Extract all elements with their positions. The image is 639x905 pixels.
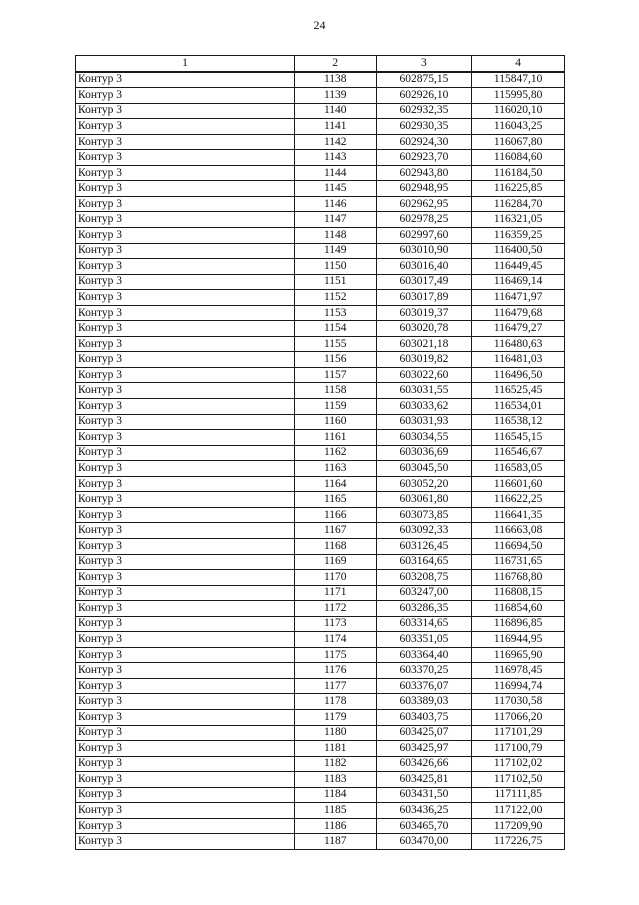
contour-name-cell: Контур 3	[76, 523, 295, 539]
x-coordinate-cell: 603017,49	[376, 274, 472, 290]
y-coordinate-cell: 116694,50	[472, 538, 565, 554]
contour-name-cell: Контур 3	[76, 585, 295, 601]
y-coordinate-cell: 116731,65	[472, 554, 565, 570]
y-coordinate-cell: 116622,25	[472, 492, 565, 508]
page-number: 24	[313, 18, 326, 32]
y-coordinate-cell: 116449,45	[472, 259, 565, 275]
contour-name-cell: Контур 3	[76, 445, 295, 461]
y-coordinate-cell: 116538,12	[472, 414, 565, 430]
table-row	[76, 570, 565, 586]
contour-name-cell: Контур 3	[76, 476, 295, 492]
table-row	[76, 678, 565, 694]
contour-name-cell: Контур 3	[76, 787, 295, 803]
x-coordinate-cell: 603465,70	[376, 818, 472, 834]
x-coordinate-cell: 603351,05	[376, 632, 472, 648]
table-row	[76, 507, 565, 523]
table-row	[76, 430, 565, 446]
contour-name-cell: Контур 3	[76, 336, 295, 352]
x-coordinate-cell: 603426,66	[376, 756, 472, 772]
x-coordinate-cell: 603376,07	[376, 678, 472, 694]
y-coordinate-cell: 116496,50	[472, 367, 565, 383]
y-coordinate-cell: 116641,35	[472, 507, 565, 523]
x-coordinate-cell: 603092,33	[376, 523, 472, 539]
table-row	[76, 72, 565, 88]
y-coordinate-cell: 116479,27	[472, 321, 565, 337]
x-coordinate-cell: 602875,15	[376, 72, 472, 88]
contour-name-cell: Контур 3	[76, 165, 295, 181]
table-row	[76, 492, 565, 508]
table-row	[76, 414, 565, 430]
contour-name-cell: Контур 3	[76, 570, 295, 586]
x-coordinate-cell: 603314,65	[376, 616, 472, 632]
contour-name-cell: Контур 3	[76, 290, 295, 306]
y-coordinate-cell: 117209,90	[472, 818, 565, 834]
contour-name-cell: Контур 3	[76, 243, 295, 259]
table-row	[76, 383, 565, 399]
x-coordinate-cell: 603164,65	[376, 554, 472, 570]
y-coordinate-cell: 116321,05	[472, 212, 565, 228]
x-coordinate-cell: 603033,62	[376, 399, 472, 415]
y-coordinate-cell: 116043,25	[472, 119, 565, 135]
y-coordinate-cell: 116480,63	[472, 336, 565, 352]
point-number-cell: 1172	[295, 601, 377, 617]
y-coordinate-cell: 116400,50	[472, 243, 565, 259]
y-coordinate-cell: 115847,10	[472, 72, 565, 88]
contour-name-cell: Контур 3	[76, 709, 295, 725]
point-number-cell: 1144	[295, 165, 377, 181]
contour-name-cell: Контур 3	[76, 88, 295, 104]
x-coordinate-cell: 603052,20	[376, 476, 472, 492]
y-coordinate-cell: 116534,01	[472, 399, 565, 415]
table-header-row	[76, 56, 565, 72]
table-row	[76, 772, 565, 788]
y-coordinate-cell: 115995,80	[472, 88, 565, 104]
table-row	[76, 554, 565, 570]
table-row	[76, 461, 565, 477]
x-coordinate-cell: 603019,82	[376, 352, 472, 368]
x-coordinate-cell: 603436,25	[376, 803, 472, 819]
point-number-cell: 1151	[295, 274, 377, 290]
x-coordinate-cell: 603045,50	[376, 461, 472, 477]
y-coordinate-cell: 116084,60	[472, 150, 565, 166]
table-row	[76, 694, 565, 710]
point-number-cell: 1145	[295, 181, 377, 197]
x-coordinate-cell: 603020,78	[376, 321, 472, 337]
table-row	[76, 399, 565, 415]
y-coordinate-cell: 116020,10	[472, 103, 565, 119]
y-coordinate-cell: 117111,85	[472, 787, 565, 803]
x-coordinate-cell: 603036,69	[376, 445, 472, 461]
contour-name-cell: Контур 3	[76, 321, 295, 337]
table-row	[76, 787, 565, 803]
point-number-cell: 1148	[295, 228, 377, 244]
x-coordinate-cell: 602962,95	[376, 196, 472, 212]
contour-name-cell: Контур 3	[76, 228, 295, 244]
contour-name-cell: Контур 3	[76, 196, 295, 212]
x-coordinate-cell: 603126,45	[376, 538, 472, 554]
y-coordinate-cell: 117122,00	[472, 803, 565, 819]
contour-name-cell: Контур 3	[76, 756, 295, 772]
x-coordinate-cell: 603031,93	[376, 414, 472, 430]
table-row	[76, 119, 565, 135]
x-coordinate-cell: 603425,07	[376, 725, 472, 741]
point-number-cell: 1159	[295, 399, 377, 415]
table-row	[76, 243, 565, 259]
y-coordinate-cell: 116854,60	[472, 601, 565, 617]
contour-name-cell: Контур 3	[76, 818, 295, 834]
column-header-1: 1	[76, 56, 295, 72]
table-row	[76, 834, 565, 850]
table-row	[76, 756, 565, 772]
point-number-cell: 1163	[295, 461, 377, 477]
point-number-cell: 1186	[295, 818, 377, 834]
x-coordinate-cell: 603034,55	[376, 430, 472, 446]
contour-name-cell: Контур 3	[76, 803, 295, 819]
point-number-cell: 1141	[295, 119, 377, 135]
contour-name-cell: Контур 3	[76, 538, 295, 554]
y-coordinate-cell: 116479,68	[472, 305, 565, 321]
contour-name-cell: Контур 3	[76, 492, 295, 508]
contour-name-cell: Контур 3	[76, 725, 295, 741]
x-coordinate-cell: 603016,40	[376, 259, 472, 275]
contour-name-cell: Контур 3	[76, 632, 295, 648]
table-row	[76, 663, 565, 679]
x-coordinate-cell: 603031,55	[376, 383, 472, 399]
x-coordinate-cell: 603208,75	[376, 570, 472, 586]
table-row	[76, 181, 565, 197]
contour-name-cell: Контур 3	[76, 399, 295, 415]
table-row	[76, 165, 565, 181]
table-row	[76, 523, 565, 539]
contour-name-cell: Контур 3	[76, 741, 295, 757]
x-coordinate-cell: 602930,35	[376, 119, 472, 135]
x-coordinate-cell: 602924,30	[376, 134, 472, 150]
contour-name-cell: Контур 3	[76, 119, 295, 135]
table-row	[76, 445, 565, 461]
y-coordinate-cell: 116359,25	[472, 228, 565, 244]
y-coordinate-cell: 117100,79	[472, 741, 565, 757]
contour-name-cell: Контур 3	[76, 430, 295, 446]
x-coordinate-cell: 603021,18	[376, 336, 472, 352]
contour-name-cell: Контур 3	[76, 383, 295, 399]
y-coordinate-cell: 116944,95	[472, 632, 565, 648]
point-number-cell: 1167	[295, 523, 377, 539]
y-coordinate-cell: 116768,80	[472, 570, 565, 586]
y-coordinate-cell: 116663,08	[472, 523, 565, 539]
table-row	[76, 647, 565, 663]
y-coordinate-cell: 116994,74	[472, 678, 565, 694]
point-number-cell: 1185	[295, 803, 377, 819]
point-number-cell: 1180	[295, 725, 377, 741]
y-coordinate-cell: 116225,85	[472, 181, 565, 197]
y-coordinate-cell: 116469,14	[472, 274, 565, 290]
table-row	[76, 538, 565, 554]
y-coordinate-cell: 116965,90	[472, 647, 565, 663]
x-coordinate-cell: 603470,00	[376, 834, 472, 850]
table-row	[76, 616, 565, 632]
x-coordinate-cell: 603247,00	[376, 585, 472, 601]
table-row	[76, 150, 565, 166]
point-number-cell: 1179	[295, 709, 377, 725]
contour-name-cell: Контур 3	[76, 103, 295, 119]
point-number-cell: 1175	[295, 647, 377, 663]
point-number-cell: 1146	[295, 196, 377, 212]
contour-name-cell: Контур 3	[76, 772, 295, 788]
x-coordinate-cell: 603431,50	[376, 787, 472, 803]
contour-name-cell: Контур 3	[76, 352, 295, 368]
point-number-cell: 1155	[295, 336, 377, 352]
point-number-cell: 1177	[295, 678, 377, 694]
x-coordinate-cell: 602926,10	[376, 88, 472, 104]
table-row	[76, 274, 565, 290]
point-number-cell: 1182	[295, 756, 377, 772]
y-coordinate-cell: 116896,85	[472, 616, 565, 632]
x-coordinate-cell: 603389,03	[376, 694, 472, 710]
x-coordinate-cell: 602943,80	[376, 165, 472, 181]
contour-name-cell: Контур 3	[76, 72, 295, 88]
x-coordinate-cell: 603286,35	[376, 601, 472, 617]
table-row	[76, 741, 565, 757]
point-number-cell: 1183	[295, 772, 377, 788]
y-coordinate-cell: 117102,02	[472, 756, 565, 772]
point-number-cell: 1147	[295, 212, 377, 228]
point-number-cell: 1184	[295, 787, 377, 803]
x-coordinate-cell: 603364,40	[376, 647, 472, 663]
table-row	[76, 725, 565, 741]
column-header-2: 2	[295, 56, 377, 72]
point-number-cell: 1150	[295, 259, 377, 275]
table-row	[76, 709, 565, 725]
point-number-cell: 1149	[295, 243, 377, 259]
table-row	[76, 803, 565, 819]
point-number-cell: 1138	[295, 72, 377, 88]
table-row	[76, 259, 565, 275]
table-body	[76, 72, 565, 850]
x-coordinate-cell: 603017,89	[376, 290, 472, 306]
x-coordinate-cell: 603425,97	[376, 741, 472, 757]
point-number-cell: 1152	[295, 290, 377, 306]
table-row	[76, 212, 565, 228]
point-number-cell: 1174	[295, 632, 377, 648]
point-number-cell: 1140	[295, 103, 377, 119]
y-coordinate-cell: 116067,80	[472, 134, 565, 150]
x-coordinate-cell: 603022,60	[376, 367, 472, 383]
table-row	[76, 476, 565, 492]
y-coordinate-cell: 116978,45	[472, 663, 565, 679]
table-row	[76, 336, 565, 352]
contour-name-cell: Контур 3	[76, 134, 295, 150]
x-coordinate-cell: 602978,25	[376, 212, 472, 228]
x-coordinate-cell: 603010,90	[376, 243, 472, 259]
point-number-cell: 1157	[295, 367, 377, 383]
table-row	[76, 134, 565, 150]
point-number-cell: 1164	[295, 476, 377, 492]
point-number-cell: 1153	[295, 305, 377, 321]
contour-name-cell: Контур 3	[76, 554, 295, 570]
contour-name-cell: Контур 3	[76, 367, 295, 383]
point-number-cell: 1139	[295, 88, 377, 104]
y-coordinate-cell: 116481,03	[472, 352, 565, 368]
y-coordinate-cell: 117226,75	[472, 834, 565, 850]
y-coordinate-cell: 116583,05	[472, 461, 565, 477]
x-coordinate-cell: 602997,60	[376, 228, 472, 244]
table-row	[76, 196, 565, 212]
point-number-cell: 1171	[295, 585, 377, 601]
point-number-cell: 1161	[295, 430, 377, 446]
x-coordinate-cell: 603019,37	[376, 305, 472, 321]
y-coordinate-cell: 116601,60	[472, 476, 565, 492]
point-number-cell: 1170	[295, 570, 377, 586]
table-row	[76, 305, 565, 321]
x-coordinate-cell: 602932,35	[376, 103, 472, 119]
point-number-cell: 1169	[295, 554, 377, 570]
y-coordinate-cell: 116545,15	[472, 430, 565, 446]
y-coordinate-cell: 116284,70	[472, 196, 565, 212]
contour-name-cell: Контур 3	[76, 259, 295, 275]
x-coordinate-cell: 603073,85	[376, 507, 472, 523]
column-header-4: 4	[472, 56, 565, 72]
table-row	[76, 321, 565, 337]
point-number-cell: 1166	[295, 507, 377, 523]
point-number-cell: 1168	[295, 538, 377, 554]
point-number-cell: 1160	[295, 414, 377, 430]
point-number-cell: 1173	[295, 616, 377, 632]
table-row	[76, 103, 565, 119]
table-row	[76, 632, 565, 648]
contour-name-cell: Контур 3	[76, 461, 295, 477]
point-number-cell: 1142	[295, 134, 377, 150]
y-coordinate-cell: 117101,29	[472, 725, 565, 741]
y-coordinate-cell: 117030,58	[472, 694, 565, 710]
contour-name-cell: Контур 3	[76, 694, 295, 710]
contour-name-cell: Контур 3	[76, 181, 295, 197]
table-row	[76, 228, 565, 244]
point-number-cell: 1154	[295, 321, 377, 337]
point-number-cell: 1178	[295, 694, 377, 710]
table-row	[76, 601, 565, 617]
contour-name-cell: Контур 3	[76, 616, 295, 632]
y-coordinate-cell: 116471,97	[472, 290, 565, 306]
point-number-cell: 1156	[295, 352, 377, 368]
x-coordinate-cell: 603403,75	[376, 709, 472, 725]
contour-name-cell: Контур 3	[76, 507, 295, 523]
point-number-cell: 1158	[295, 383, 377, 399]
x-coordinate-cell: 602948,95	[376, 181, 472, 197]
contour-name-cell: Контур 3	[76, 834, 295, 850]
contour-name-cell: Контур 3	[76, 305, 295, 321]
contour-name-cell: Контур 3	[76, 212, 295, 228]
contour-name-cell: Контур 3	[76, 647, 295, 663]
table-row	[76, 367, 565, 383]
contour-name-cell: Контур 3	[76, 414, 295, 430]
contour-name-cell: Контур 3	[76, 150, 295, 166]
contour-name-cell: Контур 3	[76, 663, 295, 679]
y-coordinate-cell: 116525,45	[472, 383, 565, 399]
point-number-cell: 1181	[295, 741, 377, 757]
x-coordinate-cell: 602923,70	[376, 150, 472, 166]
contour-name-cell: Контур 3	[76, 678, 295, 694]
point-number-cell: 1176	[295, 663, 377, 679]
contour-name-cell: Контур 3	[76, 274, 295, 290]
x-coordinate-cell: 603425,81	[376, 772, 472, 788]
table-row	[76, 88, 565, 104]
point-number-cell: 1162	[295, 445, 377, 461]
table-row	[76, 290, 565, 306]
point-number-cell: 1187	[295, 834, 377, 850]
y-coordinate-cell: 116184,50	[472, 165, 565, 181]
x-coordinate-cell: 603061,80	[376, 492, 472, 508]
table-row	[76, 818, 565, 834]
coordinates-table	[75, 55, 565, 850]
y-coordinate-cell: 116808,15	[472, 585, 565, 601]
x-coordinate-cell: 603370,25	[376, 663, 472, 679]
contour-name-cell: Контур 3	[76, 601, 295, 617]
table-row	[76, 585, 565, 601]
y-coordinate-cell: 117102,50	[472, 772, 565, 788]
point-number-cell: 1143	[295, 150, 377, 166]
table-row	[76, 352, 565, 368]
y-coordinate-cell: 116546,67	[472, 445, 565, 461]
point-number-cell: 1165	[295, 492, 377, 508]
column-header-3: 3	[376, 56, 472, 72]
y-coordinate-cell: 117066,20	[472, 709, 565, 725]
